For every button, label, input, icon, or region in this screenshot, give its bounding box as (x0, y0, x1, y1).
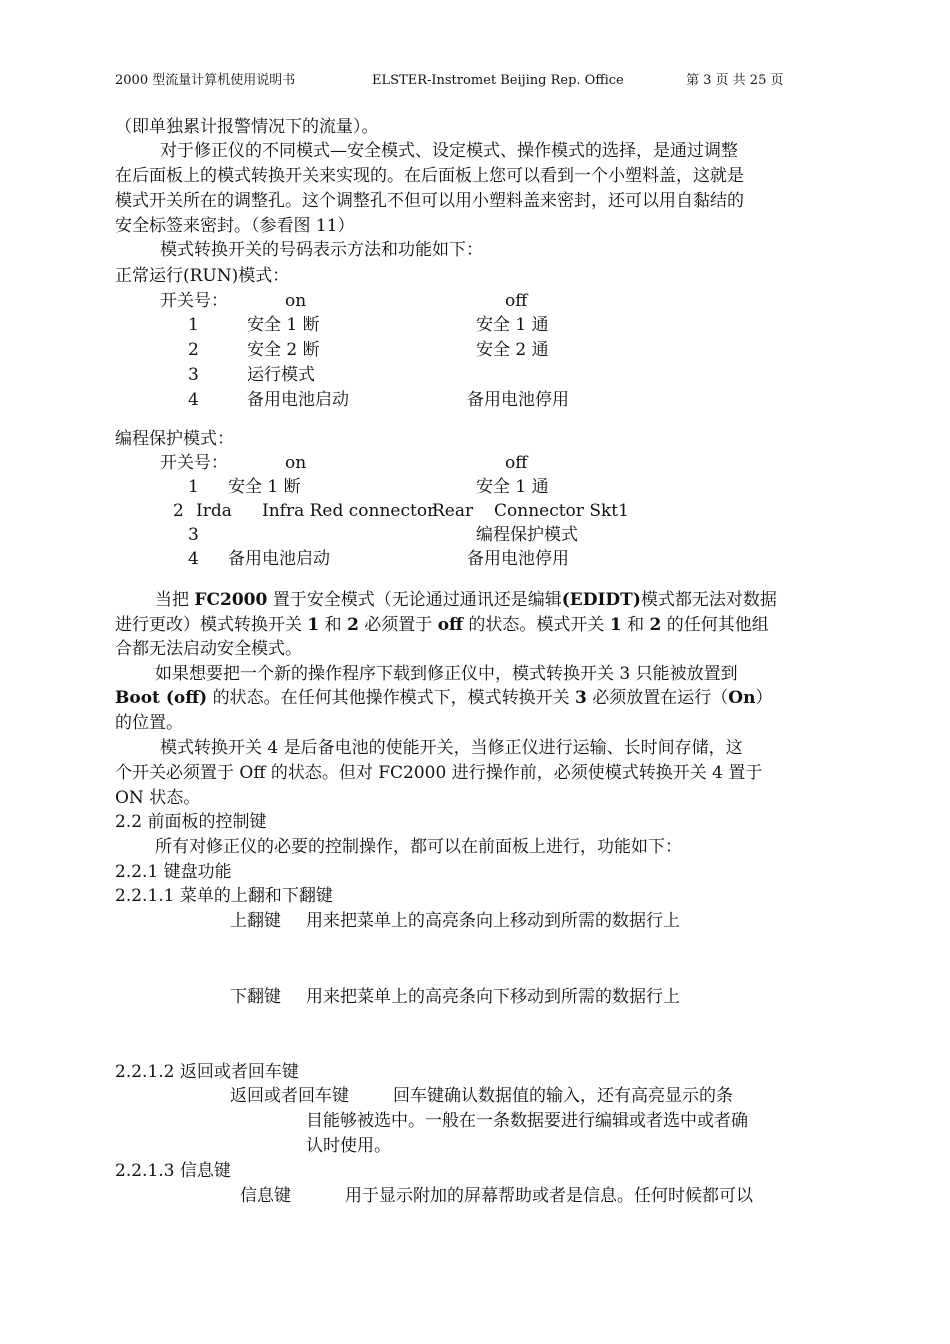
section-2-2-1-title: 2.2.1 键盘功能 (115, 862, 232, 882)
run-header-on: on (285, 291, 307, 311)
run-mode-title: 正常运行(RUN)模式： (115, 266, 290, 286)
para-boot-line2: Boot (off) 的状态。在任何其他操作模式下，模式转换开关 3 必须放置在运行（On） (115, 688, 773, 708)
run-row-on: 备用电池启动 (247, 390, 349, 410)
run-row-num: 2 (188, 340, 199, 360)
run-row-num: 4 (188, 390, 199, 410)
section-2-2-1-2-title: 2.2.1.2 返回或者回车键 (115, 1062, 299, 1082)
run-row-off: 备用电池停用 (467, 390, 569, 410)
section-2-2-1-3-title: 2.2.1.3 信息键 (115, 1161, 231, 1181)
run-row-num: 1 (188, 315, 199, 335)
section-2-2-title: 2.2 前面板的控制键 (115, 812, 267, 832)
para-safe-line3: 合都无法启动安全模式。 (115, 639, 302, 659)
para-safe-line2: 进行更改）模式转换开关 1 和 2 必须置于 off 的状态。模式开关 1 和 2 的任何其他组 (115, 615, 769, 635)
prog-row2-irda: Irda (196, 501, 232, 521)
intro-p1-line4: 安全标签来密封。（参看图 11） (115, 216, 355, 236)
section-2-2-1-1-title: 2.2.1.1 菜单的上翻和下翻键 (115, 886, 333, 906)
prog-header-on: on (285, 453, 307, 473)
key-enter-desc-line1: 回车键确认数据值的输入，还有高亮显示的条 (393, 1086, 733, 1106)
prog-row-on: 安全 1 断 (228, 477, 301, 497)
prog-row-off: 备用电池停用 (467, 549, 569, 569)
prog-row-off: 编程保护模式 (476, 525, 578, 545)
run-row-off: 安全 1 通 (476, 315, 549, 335)
key-enter-desc-line3: 认时使用。 (306, 1136, 391, 1156)
prog-row-num: 4 (188, 549, 199, 569)
para-safe-line1: 当把 FC2000 置于安全模式（无论通过通讯还是编辑(EDIDT)模式都无法对数据 (155, 590, 777, 610)
run-row-on: 安全 1 断 (247, 315, 320, 335)
key-up-desc: 用来把菜单上的高亮条向上移动到所需的数据行上 (306, 911, 680, 931)
run-header-switch: 开关号： (160, 291, 228, 311)
key-info-label: 信息键 (240, 1186, 291, 1206)
header-right: 第 3 页 共 25 页 (686, 73, 784, 88)
key-enter-label: 返回或者回车键 (230, 1086, 349, 1106)
prog-row-on: 备用电池启动 (228, 549, 330, 569)
para-boot-line1: 如果想要把一个新的操作程序下载到修正仪中，模式转换开关 3 只能被放置到 (155, 664, 738, 684)
prog-mode-title: 编程保护模式： (115, 429, 234, 449)
intro-p2: 模式转换开关的号码表示方法和功能如下： (160, 240, 483, 260)
header-left: 2000 型流量计算机使用说明书 (115, 73, 296, 88)
key-info-desc: 用于显示附加的屏幕帮助或者是信息。任何时候都可以 (345, 1186, 753, 1206)
prog-row2-socket: Connector Skt1 (494, 501, 629, 521)
intro-p1-line3: 模式开关所在的调整孔。这个调整孔不但可以用小塑料盖来密封，还可以用自黏结的 (115, 191, 744, 211)
prog-header-off: off (505, 453, 528, 473)
key-up-label: 上翻键 (230, 911, 281, 931)
prog-row-num: 2 (173, 501, 184, 521)
para-battery-line2: 个开关必须置于 Off 的状态。但对 FC2000 进行操作前，必须使模式转换开关 4 置于 (115, 763, 763, 783)
key-down-desc: 用来把菜单上的高亮条向下移动到所需的数据行上 (306, 987, 680, 1007)
intro-p1-line2: 在后面板上的模式转换开关来实现的。在后面板上您可以看到一个小塑料盖，这就是 (115, 166, 744, 186)
para-battery-line1: 模式转换开关 4 是后备电池的使能开关，当修正仪进行运输、长时间存储，这 (160, 738, 743, 758)
intro-line0: （即单独累计报警情况下的流量）。 (115, 117, 379, 137)
para-battery-line3: ON 状态。 (115, 788, 201, 808)
run-row-off: 安全 2 通 (476, 340, 549, 360)
run-row-on: 运行模式 (247, 365, 315, 385)
prog-header-switch: 开关号： (160, 453, 228, 473)
key-enter-desc-line2: 目能够被选中。一般在一条数据要进行编辑或者选中或者确 (306, 1111, 748, 1131)
intro-p1-line1: 对于修正仪的不同模式—安全模式、设定模式、操作模式的选择，是通过调整 (160, 141, 738, 161)
prog-row-num: 3 (188, 525, 199, 545)
header-center: ELSTER-Instromet Beijing Rep. Office (372, 73, 624, 88)
run-header-off: off (505, 291, 528, 311)
key-down-label: 下翻键 (230, 987, 281, 1007)
prog-row-num: 1 (188, 477, 199, 497)
section-2-2-desc: 所有对修正仪的必要的控制操作，都可以在前面板上进行，功能如下： (155, 837, 682, 857)
prog-row2-connector: Infra Red connector (262, 501, 436, 521)
prog-row2-rear: Rear (432, 501, 474, 521)
run-row-num: 3 (188, 365, 199, 385)
para-boot-line3: 的位置。 (115, 713, 183, 733)
prog-row-off: 安全 1 通 (476, 477, 549, 497)
run-row-on: 安全 2 断 (247, 340, 320, 360)
